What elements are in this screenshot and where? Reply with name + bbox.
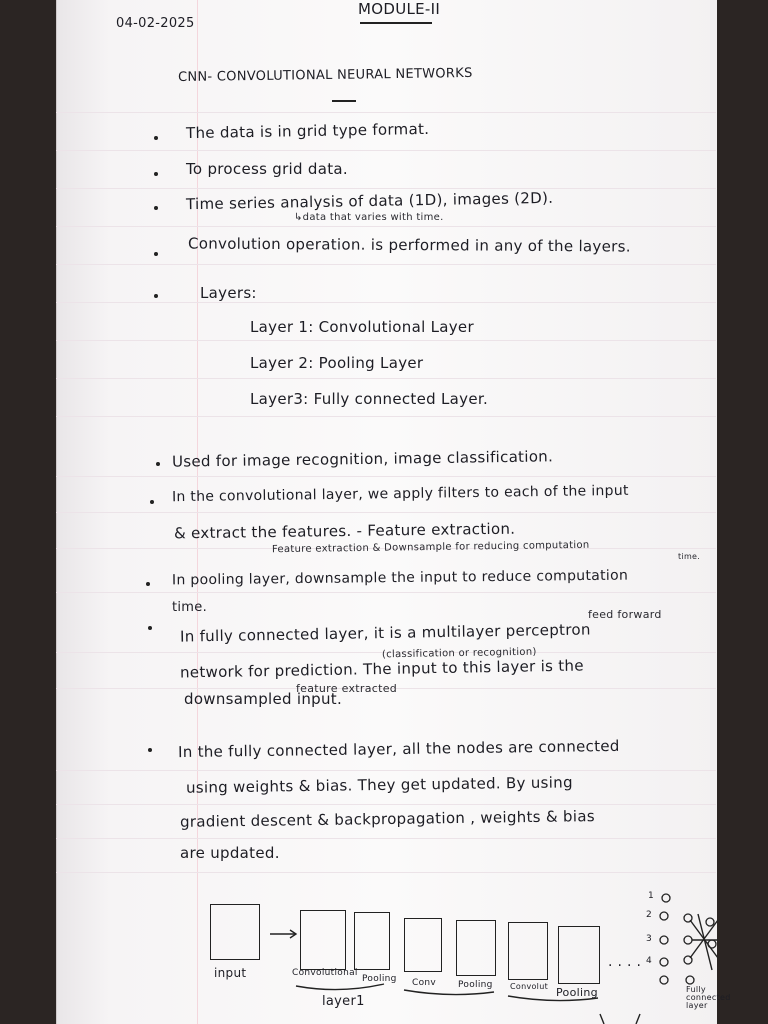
point-layers: Layers:: [200, 284, 257, 302]
point-feed-forward-note: feed forward: [588, 608, 662, 621]
point-pooling-layer-cont: time.: [172, 600, 208, 615]
layer-1: Layer 1: Convolutional Layer: [250, 318, 474, 336]
point-feature-extracted-note: feature extracted: [296, 682, 398, 695]
node-number: 2: [646, 910, 653, 920]
point-convolution-operation: Convolution operation. is performed in any of the layers.: [187, 234, 631, 256]
point-convolutional-layer-cont: & extract the features. - Feature extraction.: [173, 519, 516, 543]
diagram-dots: · · · ·: [608, 958, 642, 974]
point-classification-note: (classification or recognition): [381, 646, 537, 661]
point-fully-connected-cont: network for prediction. The input to this layer is the: [179, 656, 584, 682]
diagram-pool1-label: Pooling: [362, 974, 397, 984]
diagram-conv1-label: Convolutional: [292, 968, 358, 978]
page-date: 04-02-2025: [116, 16, 195, 31]
point-fully-connected-end: downsampled input.: [184, 690, 343, 708]
point-time-series-note: ↳data that varies with time.: [294, 212, 444, 223]
diagram-layer-group-label: layer1: [322, 994, 365, 1009]
diagram-input-label: input: [214, 966, 247, 980]
module-heading: MODULE-II: [358, 0, 441, 18]
point-feature-note: Feature extraction & Downsample for reducing computation: [271, 539, 590, 556]
node-number: 4: [646, 956, 653, 966]
point-time-series: Time series analysis of data (1D), images (2D).: [185, 188, 554, 214]
diagram-conv3-label: Convolut: [510, 982, 549, 991]
node-number: 1: [648, 891, 655, 901]
point-fc-gradient: gradient descent & backpropagation , weights & bias: [179, 807, 595, 831]
diagram-fully-connected-label: Fully connected layer: [686, 985, 731, 1010]
layer-2: Layer 2: Pooling Layer: [250, 354, 424, 372]
diagram-pool3-label: Pooling: [556, 986, 598, 999]
page-title: CNN- CONVOLUTIONAL NEURAL NETWORKS: [177, 65, 473, 86]
point-fc-nodes: In the fully connected layer, all the nodes are connected: [177, 736, 620, 762]
fc-nodes: [660, 894, 716, 984]
diagram-pool2-label: Pooling: [458, 980, 493, 990]
point-fully-connected: In fully connected layer, it is a multilayer perceptron: [179, 620, 591, 646]
node-number: 3: [646, 934, 653, 944]
layer-3: Layer3: Fully connected Layer.: [250, 390, 489, 408]
point-feature-note-time: time.: [678, 552, 701, 561]
point-uses: Used for image recognition, image classification.: [171, 447, 554, 471]
point-convolutional-layer: In the convolutional layer, we apply filters to each of the input: [171, 482, 629, 506]
point-process-grid: To process grid data.: [186, 160, 348, 178]
point-grid-format: The data is in grid type format.: [185, 119, 430, 143]
point-fc-weights: using weights & bias. They get updated. By using: [185, 773, 573, 797]
point-pooling-layer: In pooling layer, downsample the input to reduce computation: [171, 567, 629, 589]
point-fc-updated: are updated.: [180, 844, 280, 862]
diagram-conv2-label: Conv: [412, 978, 437, 988]
